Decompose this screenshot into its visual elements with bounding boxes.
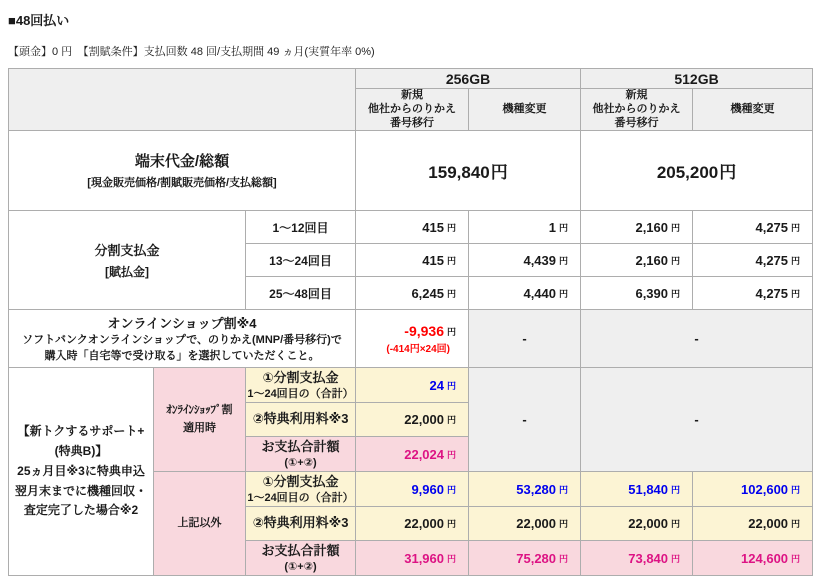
value: 415	[422, 219, 444, 235]
online-discount-desc1: ソフトバンクオンラインショップで、のりかえ(MNP/番号移行)で	[22, 333, 342, 346]
new-label-line3: 番号移行	[614, 116, 659, 129]
yen-unit: 円	[671, 484, 681, 495]
na-cell: -	[469, 368, 581, 472]
value: 1	[548, 219, 557, 235]
value: 4,275	[755, 285, 789, 301]
value: 22,000	[516, 516, 557, 532]
header-256-new	[356, 89, 469, 131]
installment-value	[469, 244, 581, 277]
yen-unit: 円	[447, 380, 457, 391]
value: 31,960	[404, 550, 444, 566]
installment-value	[693, 211, 813, 244]
price-table	[8, 68, 813, 576]
yen-unit: 円	[791, 222, 801, 233]
yen-unit: 円	[447, 326, 457, 337]
value: 4,439	[523, 252, 557, 268]
yen-unit: 円	[671, 288, 681, 299]
other-installment-value	[581, 472, 693, 507]
label-main: お支払合計額	[261, 542, 340, 558]
applied-benefit-fee-value	[356, 403, 469, 437]
header-256-model-change: 機種変更	[469, 89, 581, 131]
value: 2,160	[635, 219, 669, 235]
installments-title: 分割支払金	[94, 243, 160, 259]
value: 75,280	[516, 550, 557, 566]
yen-unit: 円	[559, 553, 569, 564]
value: 2,160	[635, 252, 669, 268]
value: 6,245	[411, 285, 444, 301]
device-total-title: 端末代金/総額	[134, 153, 230, 171]
label-main: お支払合計額	[261, 438, 340, 454]
period-label: 1～12回目	[246, 211, 356, 244]
value: 102,600	[741, 481, 789, 497]
payment-conditions: 【頭金】0 円 【割賦条件】支払回数 48 回/支払期間 49 ヵ月(実質年率 0%)	[8, 46, 375, 58]
yen-unit: 円	[559, 222, 569, 233]
page-title: ■48回払い	[8, 13, 70, 28]
applied-installment-value	[356, 368, 469, 403]
online-discount-label	[9, 310, 356, 368]
value: 22,024	[404, 446, 444, 462]
yen-unit: 円	[490, 163, 508, 183]
installments-label	[9, 211, 246, 310]
value: 4,440	[523, 285, 557, 301]
support-line4: 翌月末までに機種回収・	[14, 483, 147, 498]
value: 22,000	[404, 516, 444, 532]
value: 73,840	[628, 550, 669, 566]
other-benefit-fee-value	[693, 507, 813, 541]
yen-unit: 円	[791, 484, 801, 495]
value: 22,000	[748, 516, 789, 532]
value: 415	[422, 252, 444, 268]
online-discount-value	[356, 310, 469, 368]
value: 6,390	[635, 285, 669, 301]
support-line1: 【新トクするサポート+	[17, 424, 145, 439]
new-label-line2: 他社からのりかえ	[592, 102, 681, 115]
row-label-installment	[246, 368, 356, 403]
header-256gb: 256GB	[356, 69, 581, 89]
yen-unit: 円	[671, 553, 681, 564]
applied-total-value	[356, 437, 469, 472]
new-label-line1: 新規	[625, 89, 648, 101]
value: 22,000	[404, 412, 444, 428]
installment-value	[581, 277, 693, 310]
value: 4,275	[755, 219, 789, 235]
value: 9,960	[411, 481, 444, 497]
other-benefit-fee-value	[581, 507, 693, 541]
yen-unit: 円	[447, 255, 457, 266]
na-cell: -	[581, 368, 813, 472]
installment-value	[581, 211, 693, 244]
label-main: ①分割支払金	[262, 369, 339, 385]
new-label-line1: 新規	[401, 89, 424, 101]
other-total-value	[581, 541, 693, 576]
yen-unit: 円	[447, 222, 457, 233]
case-discount-applied	[154, 368, 246, 472]
device-total-price-512	[581, 131, 813, 211]
label-sub: (①+②)	[284, 560, 317, 573]
support-line3: 25ヵ月目※3に特典申込	[17, 463, 145, 478]
discount-note: (-414円×24回)	[386, 343, 451, 355]
yen-unit: 円	[559, 255, 569, 266]
row-label-benefit-fee: ②特典利用料※3	[246, 507, 356, 541]
installment-value	[469, 277, 581, 310]
installment-value	[693, 244, 813, 277]
new-label-line2: 他社からのりかえ	[368, 102, 457, 115]
price-value: 205,200	[656, 163, 719, 183]
yen-unit: 円	[791, 519, 801, 530]
value: 51,840	[628, 481, 669, 497]
yen-unit: 円	[791, 255, 801, 266]
other-benefit-fee-value	[356, 507, 469, 541]
label-sub: 1～24回目の（合計）	[247, 387, 354, 400]
value: 124,600	[741, 550, 789, 566]
value: 4,275	[755, 252, 789, 268]
installment-value	[693, 277, 813, 310]
other-installment-value	[693, 472, 813, 507]
yen-unit: 円	[719, 163, 737, 183]
value: 53,280	[516, 481, 557, 497]
period-label: 13～24回目	[246, 244, 356, 277]
other-total-value	[356, 541, 469, 576]
other-installment-value	[469, 472, 581, 507]
yen-unit: 円	[559, 519, 569, 530]
header-512gb: 512GB	[581, 69, 813, 89]
yen-unit: 円	[671, 222, 681, 233]
support-line2: (特典B)】	[54, 444, 108, 459]
row-label-total	[246, 437, 356, 472]
case-other: 上記以外	[154, 472, 246, 576]
header-empty-cell	[9, 69, 356, 131]
yen-unit: 円	[791, 288, 801, 299]
yen-unit: 円	[447, 449, 457, 460]
yen-unit: 円	[447, 553, 457, 564]
header-512-model-change: 機種変更	[693, 89, 813, 131]
yen-unit: 円	[447, 484, 457, 495]
row-label-total	[246, 541, 356, 576]
installment-value	[356, 244, 469, 277]
yen-unit: 円	[791, 553, 801, 564]
na-cell: -	[469, 310, 581, 368]
label-main: ①分割支払金	[262, 473, 339, 489]
installment-value	[469, 211, 581, 244]
yen-unit: 円	[447, 519, 457, 530]
support-line5: 査定完了した場合※2	[23, 503, 139, 518]
new-label-line3: 番号移行	[390, 116, 435, 129]
yen-unit: 円	[559, 288, 569, 299]
online-discount-desc2: 購入時「自宅等で受け取る」を選択していただくこと。	[44, 350, 320, 363]
device-total-subtitle: [現金販売価格/割賦販売価格/支払総額]	[87, 177, 277, 190]
case-line2: 適用時	[183, 421, 216, 434]
device-total-price-256	[356, 131, 581, 211]
yen-unit: 円	[559, 484, 569, 495]
value: 22,000	[628, 516, 669, 532]
yen-unit: 円	[671, 519, 681, 530]
online-discount-title: オンラインショップ割※4	[107, 315, 257, 331]
row-label-benefit-fee: ②特典利用料※3	[246, 403, 356, 437]
na-cell: -	[581, 310, 813, 368]
row-label-installment	[246, 472, 356, 507]
label-sub: 1～24回目の（合計）	[247, 491, 354, 504]
support-program-label	[9, 368, 154, 576]
other-installment-value	[356, 472, 469, 507]
price-value: 159,840	[428, 163, 490, 183]
value: 24	[429, 377, 444, 393]
yen-unit: 円	[447, 415, 457, 426]
other-total-value	[693, 541, 813, 576]
period-label: 25～48回目	[246, 277, 356, 310]
discount-amount: -9,936	[404, 322, 444, 339]
installment-value	[356, 277, 469, 310]
other-benefit-fee-value	[469, 507, 581, 541]
header-512-new	[581, 89, 693, 131]
other-total-value	[469, 541, 581, 576]
yen-unit: 円	[671, 255, 681, 266]
device-total-label	[9, 131, 356, 211]
label-sub: (①+②)	[284, 456, 317, 469]
installment-value	[581, 244, 693, 277]
case-line1: ｵﾝﾗｲﾝｼｮｯﾌﾟ割	[166, 404, 233, 417]
installment-value	[356, 211, 469, 244]
yen-unit: 円	[447, 288, 457, 299]
installments-subtitle: [賦払金]	[105, 265, 149, 280]
